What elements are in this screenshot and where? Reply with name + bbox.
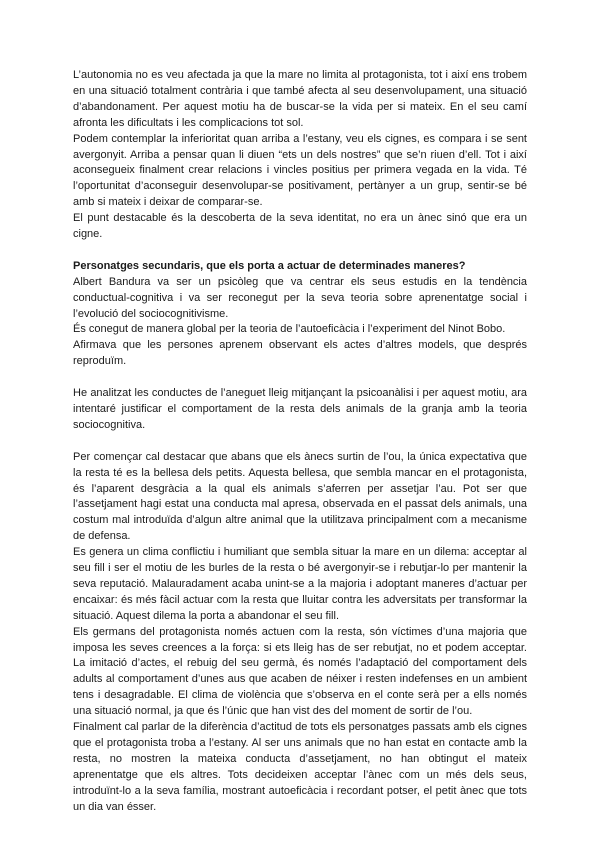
- paragraph-clima: Es genera un clima conflictiu i humiliant que sembla situar la mare en un dilema: acceptar al seu fill i ser el motiu de les burles de la resta o bé avergonyir-se i rebutjar-lo per mantenir la seva reputació. Malauradament acaba unint-se a la majoria i adoptant maneres d’actuar per encaixar: és més fàcil actuar com la resta que lluitar contra les adversitats per transformar la situació. Aquest dilema la porta a abandonar el seu fill.: [73, 546, 527, 622]
- document-page: [73, 68, 527, 816]
- paragraph-autonomia: L’autonomia no es veu afectada ja que la mare no limita al protagonista, tot i així ens trobem en una situació totalment contrària i que també afecta al seu desenvolupament, una situació d’abandonament. Per aquest motiu ha de buscar-se la vida per si mateix. En el seu camí afronta les dificultats i les complicacions tot sol.: [73, 69, 527, 129]
- paragraph-bandura: Albert Bandura va ser un psicòleg que va centrar els seus estudis en la tendència conductual-cognitiva i va ser reconegut per la seva teoria sobre aprenentatge social i l’evolució del sociocognitivisme.: [73, 275, 527, 320]
- paragraph-analisi: He analitzat les conductes de l’aneguet lleig mitjançant la psicoanàlisi i per aquest motiu, ara intentaré justificar el comportament de la resta dels animals de la granja amb la teoria sociocognitiva.: [73, 387, 527, 431]
- paragraph-inferioritat: Podem contemplar la inferioritat quan arriba a l’estany, veu els cignes, es compara i se sent avergonyit. Arriba a pensar quan li diuen “ets un dels nostres” que se’n riuen d’ell. Tot i així aconsegueix finalment crear relacions i vincles positius per primera vegada en la vida. Té l’oportunitat d’aconseguir desenvolupar-se positivament, pertànyer a un grup, sentir-se bé amb si mateix i deixar de comparar-se.: [73, 132, 527, 209]
- spacer: [73, 370, 527, 386]
- paragraph-identitat: El punt destacable és la descoberta de la seva identitat, no era un ànec sinó que era un cigne.: [73, 212, 527, 241]
- paragraph-finalment: Finalment cal parlar de la diferència d’actitud de tots els personatges passats amb els cignes que el protagonista troba a l’estany. Al ser uns animals que no han estat en contacte amb la resta, no mostren la mateixa conducta d’assetjament, no han obtingut el mateix aprenentatge que els altres. Tots decideixen acceptar l’ànec com un més dels seus, introduïnt-lo a la seva família, mostrant autoeficàcia i recordant potser, el petit ànec que tots un dia van ésser.: [73, 721, 527, 813]
- paragraph-autoeficacia: És conegut de manera global per la teoria de l’autoeficàcia i l’experiment del Ninot Bobo.: [73, 323, 506, 336]
- spacer: [73, 243, 527, 259]
- paragraph-comencar: Per començar cal destacar que abans que els ànecs surtin de l’ou, la única expectativa que la resta té es la bellesa dels petits. Aquesta bellesa, que sembla mancar en el protagonista, és l’aparent desgràcia a la qual els animals s’aferren per assetjar l’au. Pot ser que l’assetjament hagi estat una conducta mal apresa, observada en el passat dels animals, una costum mal introduïda d’algun altre animal que la utilitzava principalment com a mecanisme de defensa.: [73, 450, 527, 543]
- section-heading: Personatges secundaris, que els porta a actuar de determinades maneres?: [73, 259, 466, 272]
- paragraph-germans: Els germans del protagonista només actuen com la resta, són víctimes d’una majoria que imposa les seves creences a la força: si ets lleig has de ser rebutjat, no et podem acceptar. La imitació d’actes, el rebuig del seu germà, és només l’adaptació del comportament dels adults al comportament d’unes aus que acaben de néixer i resten indefenses en un ambient tens i desagradable. El clima de violència que s’observa en el conte serà per a ells només una situació normal, ja que és l’únic que han vist des del moment de sortir de l’ou.: [73, 625, 527, 718]
- spacer: [73, 434, 527, 450]
- paragraph-afirmava: Afirmava que les persones aprenem observant els actes d’altres models, que després reproduïm.: [73, 339, 527, 368]
